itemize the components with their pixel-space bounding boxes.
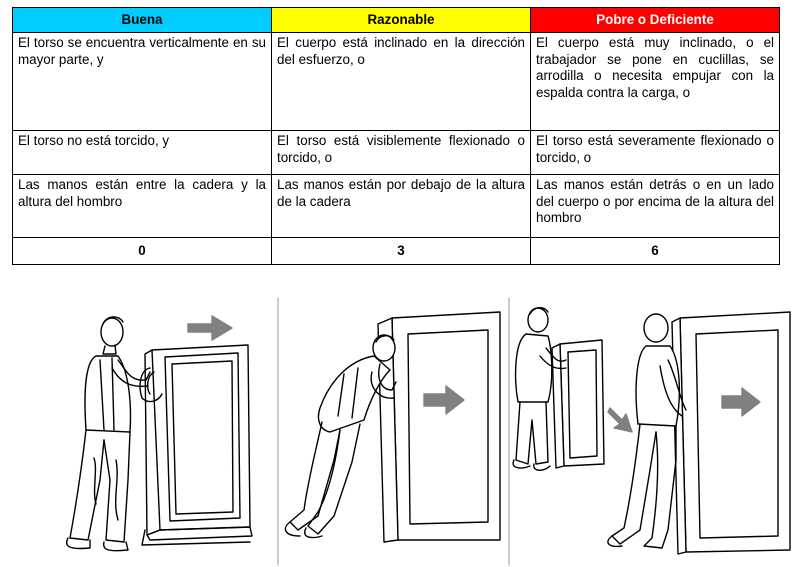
posture-score-table: [12, 7, 780, 265]
score-reasonable: 3: [272, 238, 531, 265]
header-good: Buena: [13, 8, 272, 33]
cell-good-torso-twist: El torso no está torcido, y: [13, 131, 272, 175]
cell-reasonable-body-inclined: El cuerpo está inclinado en la dirección del esfuerzo, o: [272, 33, 531, 131]
table-row: [13, 175, 780, 238]
header-row: [13, 8, 780, 33]
cell-poor-body-inclined: El cuerpo está muy inclinado, o el trabajador se pone en cuclillas, se arrodilla o necesita empujar con la espalda contra la carga, o: [531, 33, 780, 131]
cell-poor-hands: Las manos están detrás o en un lado del cuerpo o por encima de la altura del hombro: [531, 175, 780, 238]
score-row: [13, 238, 780, 265]
cell-reasonable-torso-twist: El torso está visiblemente flexionado o torcido, o: [272, 131, 531, 175]
person-back-push-icon: [513, 308, 790, 554]
person-leaning-push-icon: [285, 312, 500, 542]
score-poor: 6: [531, 238, 780, 265]
posture-illustrations: [0, 290, 799, 567]
score-good: 0: [13, 238, 272, 265]
table-row: [13, 33, 780, 131]
header-reasonable: Razonable: [272, 8, 531, 33]
cell-reasonable-hands: Las manos están por debajo de la altura de la cadera: [272, 175, 531, 238]
header-poor: Pobre o Deficiente: [531, 8, 780, 33]
cell-good-hands: Las manos están entre la cadera y la altura del hombro: [13, 175, 272, 238]
cell-poor-torso-twist: El torso está severamente flexionado o torcido, o: [531, 131, 780, 175]
person-pulling-cabinet-icon: [67, 316, 252, 551]
cell-good-torso-vertical: El torso se encuentra verticalmente en su mayor parte, y: [13, 33, 272, 131]
table-row: [13, 131, 780, 175]
